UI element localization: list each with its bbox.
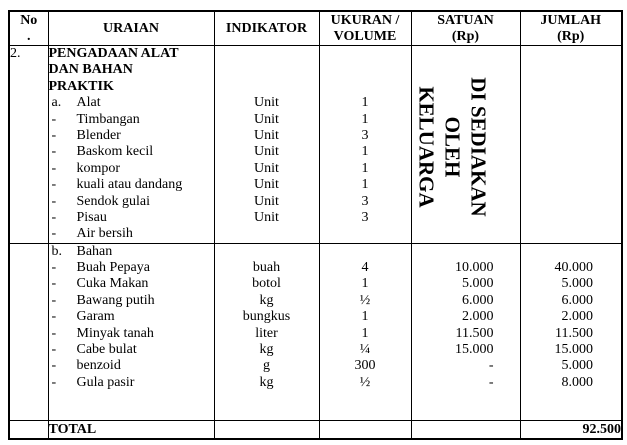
indikator-line: botol [252,276,281,292]
indikator-line: kg [259,292,274,308]
item-name-line [49,194,214,210]
item-name-line [49,144,214,160]
section-b-row [9,243,622,420]
item-name: Alat [76,95,101,111]
rotated-note-line: OLEH [440,116,465,178]
section-b-satuan-list [412,244,520,392]
satuan-line [412,244,520,260]
item-name-line [49,309,214,325]
indikator-line: Unit [254,95,279,111]
satuan-line: 6.000 [462,292,494,308]
header-satuan-line2: (Rp) [451,28,480,44]
total-ukuran-cell [319,420,411,439]
indikator-line: buah [252,260,281,276]
row-number-cell-b [9,243,48,420]
indikator-cell-b [214,243,319,420]
header-jumlah [520,11,622,46]
indikator-line: liter [255,325,278,341]
section-b-ukuran-list [320,244,411,392]
item-name-line [49,276,214,292]
item-name: Gula pasir [76,374,135,390]
header-satuan-line1: SATUAN [437,12,494,28]
item-name: Bawang putih [76,292,155,308]
ukuran-line: 1 [361,144,369,160]
jumlah-cell-b [520,243,622,420]
item-name: Cuka Makan [76,276,149,292]
uraian-cell-a [48,46,214,244]
header-row [9,11,622,46]
item-bullet: - [51,160,57,176]
item-bullet: - [51,209,57,225]
indikator-line: Unit [254,111,279,127]
header-ukuran-line2: VOLUME [333,28,397,44]
item-bullet: - [51,193,57,209]
item-bullet: - [51,111,57,127]
ukuran-line: 4 [361,260,369,276]
item-name-line [49,260,214,276]
ukuran-line: 1 [361,309,369,325]
jumlah-line [521,244,622,260]
ukuran-line: 1 [361,160,369,176]
ukuran-line: ¼ [359,342,371,358]
indikator-line: g [263,358,270,374]
header-no [9,11,48,46]
item-name-line [49,210,214,226]
header-no-line1: No [20,12,38,28]
header-ukuran-volume [319,11,411,46]
item-bullet: - [51,177,57,193]
satuan-line: 10.000 [455,260,494,276]
item-bullet: - [51,226,57,242]
rotated-note-wrapper [412,46,520,243]
item-bullet: - [51,292,57,308]
header-indikator [214,11,319,46]
total-label: TOTAL [48,420,214,439]
indikator-line: Unit [254,177,279,193]
item-name-line [49,226,214,242]
jumlah-line: 15.000 [554,342,593,358]
jumlah-line: 11.500 [555,325,593,341]
section-a-title [49,46,214,95]
item-name: Blender [76,127,121,143]
item-bullet: - [51,325,57,341]
ukuran-line [320,244,411,260]
ukuran-line: 1 [361,177,369,193]
total-row [9,420,622,439]
indikator-line: bungkus [242,309,291,325]
uraian-cell-b [48,243,214,420]
ukuran-cell-b [319,243,411,420]
rotated-note-line: DI SEDIAKAN [466,77,491,218]
section-a-item-names [49,95,214,243]
section-a-indikator-list [215,95,319,243]
indikator-line: Unit [254,127,279,143]
ukuran-line: 300 [354,358,376,374]
item-bullet: - [51,309,57,325]
section-a-title-line: PENGADAAN ALAT [48,46,179,61]
total-jumlah-value: 92.500 [520,420,622,439]
jumlah-line: 6.000 [561,292,593,308]
header-ukuran-line1: UKURAN / [330,12,400,28]
item-name-line [49,112,214,128]
jumlah-line: 2.000 [561,309,593,325]
rotated-note-line: KELUARGA [414,86,439,209]
rotated-note-di-sediakan-oleh-keluarga [414,78,492,217]
satuan-line: 5.000 [462,276,494,292]
section-b-item-names [49,244,214,392]
ukuran-line: 1 [361,95,369,111]
ukuran-line [320,226,411,242]
item-name-line [49,358,214,374]
section-b-jumlah-list [521,244,622,392]
item-name: kompor [76,160,121,176]
satuan-line: - [488,358,494,374]
section-a-ukuran-list [320,95,411,243]
item-name-line [49,375,214,391]
jumlah-cell-a [520,46,622,244]
item-name: Cabe bulat [76,342,137,358]
indikator-line [215,244,319,260]
indikator-line: kg [259,374,274,390]
ukuran-line: 1 [361,111,369,127]
jumlah-line: 5.000 [561,276,593,292]
section-a-title-line: PRAKTIK [48,78,114,94]
total-indikator-cell [214,420,319,439]
satuan-cell-b [411,243,520,420]
item-name-line [49,128,214,144]
item-name: Timbangan [76,111,140,127]
item-bullet: - [51,144,57,160]
ukuran-line: ½ [359,374,371,390]
item-name: Buah Pepaya [76,260,150,276]
jumlah-line: 40.000 [554,260,593,276]
item-name-line [49,326,214,342]
ukuran-line: ½ [359,292,371,308]
header-indikator-line1: INDIKATOR [225,20,308,36]
item-bullet: - [51,342,57,358]
indikator-line: Unit [254,209,279,225]
item-bullet: - [51,276,57,292]
ukuran-line: 1 [361,276,369,292]
item-name-line [49,161,214,177]
item-name: Baskom kecil [76,144,154,160]
satuan-line: 15.000 [455,342,494,358]
item-name: Bahan [76,243,113,259]
indikator-line: Unit [254,160,279,176]
ukuran-cell-a [319,46,411,244]
indikator-line: Unit [254,193,279,209]
indikator-line: kg [259,342,274,358]
item-name-line [49,293,214,309]
item-name: benzoid [76,358,121,374]
ukuran-line: 1 [361,325,369,341]
item-bullet: - [51,374,57,390]
item-name-line [49,244,214,260]
header-uraian [48,11,214,46]
header-satuan [411,11,520,46]
item-name: Pisau [76,209,107,225]
item-name-line [49,342,214,358]
jumlah-line: 5.000 [561,358,593,374]
item-name: Air bersih [76,226,133,242]
item-name-line [49,95,214,111]
item-name: kuali atau dandang [76,177,183,193]
satuan-line: - [488,374,494,390]
item-name-line [49,177,214,193]
satuan-line: 2.000 [462,309,494,325]
header-jumlah-line1: JUMLAH [540,12,602,28]
ukuran-line: 3 [361,193,369,209]
header-jumlah-line2: (Rp) [557,28,585,44]
ukuran-line: 3 [361,127,369,143]
satuan-cell-a [411,46,520,244]
total-satuan-cell [411,420,520,439]
section-b-indikator-list [215,244,319,392]
indikator-line: Unit [254,144,279,160]
row-number-cell: 2. [9,46,48,244]
jumlah-line: 8.000 [561,374,593,390]
budget-table [8,10,623,440]
satuan-line: 11.500 [455,325,494,341]
item-bullet: - [51,127,57,143]
item-bullet: - [51,358,57,374]
header-uraian-line1: URAIAN [103,20,159,36]
item-name: Sendok gulai [76,193,150,209]
item-bullet: a. [51,95,62,111]
indikator-cell-a [214,46,319,244]
indikator-line [215,226,319,242]
item-name: Garam [76,309,115,325]
ukuran-line: 3 [361,209,369,225]
section-a-row [9,46,622,244]
item-bullet: b. [51,243,62,259]
item-bullet: - [51,260,57,276]
item-name: Minyak tanah [76,325,154,341]
total-no-cell [9,420,48,439]
header-no-line2: . [27,28,31,44]
section-a-title-line: DAN BAHAN [48,62,133,78]
